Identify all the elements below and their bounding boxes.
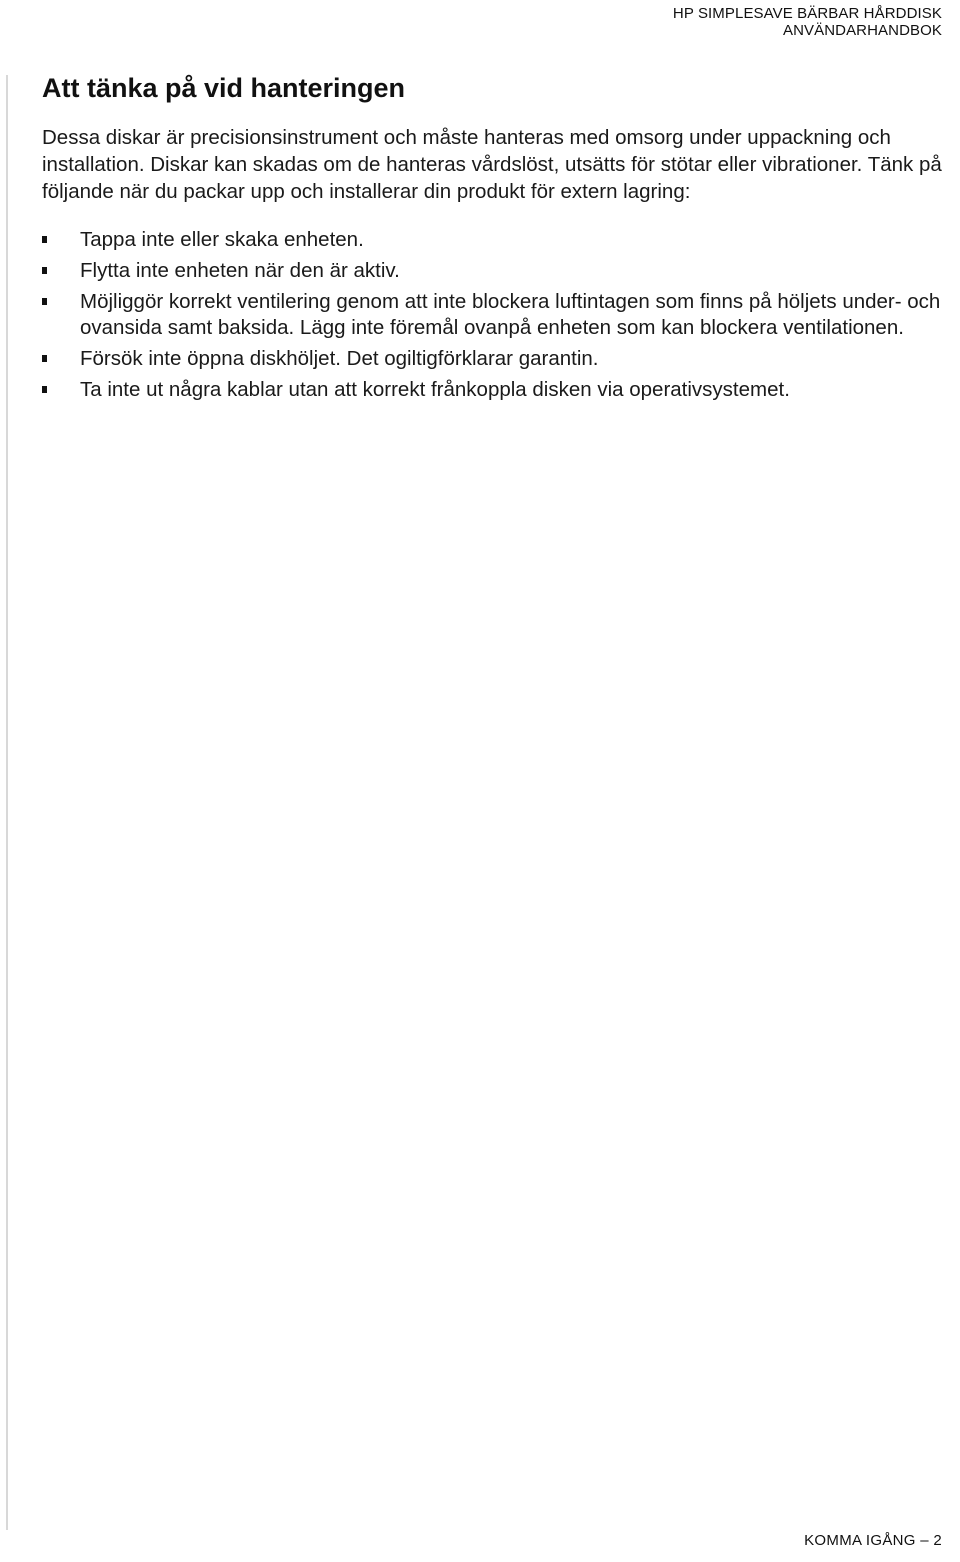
list-item [42, 289, 947, 340]
header-product-title: HP SIMPLESAVE BÄRBAR HÅRDDISK [672, 5, 942, 22]
list-item [42, 377, 947, 403]
page-content [42, 70, 947, 408]
section-title: Att tänka på vid hanteringen [42, 73, 406, 103]
bullet-icon [42, 355, 47, 362]
list-item [42, 258, 947, 284]
bullet-icon [42, 386, 47, 393]
intro-paragraph: Dessa diskar är precisionsinstrument och måste hanteras med omsorg under uppackning och installation. Diskar kan skadas om de hanteras vårdslöst, utsätts för stötar eller vibrationer. Tänk på följande när du packar upp och installerar din produkt för extern lagring: [42, 126, 942, 203]
list-item [42, 346, 947, 372]
list-item-text: Möjliggör korrekt ventilering genom att inte blockera luftintagen som finns på höljets under- och ovansida samt baksida. Lägg inte föremål ovanpå enheten som kan blockera ventilationen. [80, 290, 941, 339]
bullet-icon [42, 298, 47, 305]
bullet-icon [42, 267, 47, 274]
handling-bullet-list [42, 227, 947, 402]
bullet-icon [42, 236, 47, 243]
running-header [673, 5, 942, 39]
list-item [42, 227, 947, 253]
list-item-text: Ta inte ut några kablar utan att korrekt frånkoppla disken via operativsystemet. [80, 377, 790, 401]
list-item-text: Försök inte öppna diskhöljet. Det ogiltigförklarar garantin. [80, 346, 599, 370]
margin-rule [6, 75, 8, 1530]
list-item-text: Tappa inte eller skaka enheten. [80, 228, 364, 251]
page-footer: KOMMA IGÅNG – 2 [804, 1532, 942, 1549]
list-item-text: Flytta inte enheten när den är aktiv. [80, 259, 400, 282]
header-document-title: ANVÄNDARHANDBOK [782, 22, 942, 39]
